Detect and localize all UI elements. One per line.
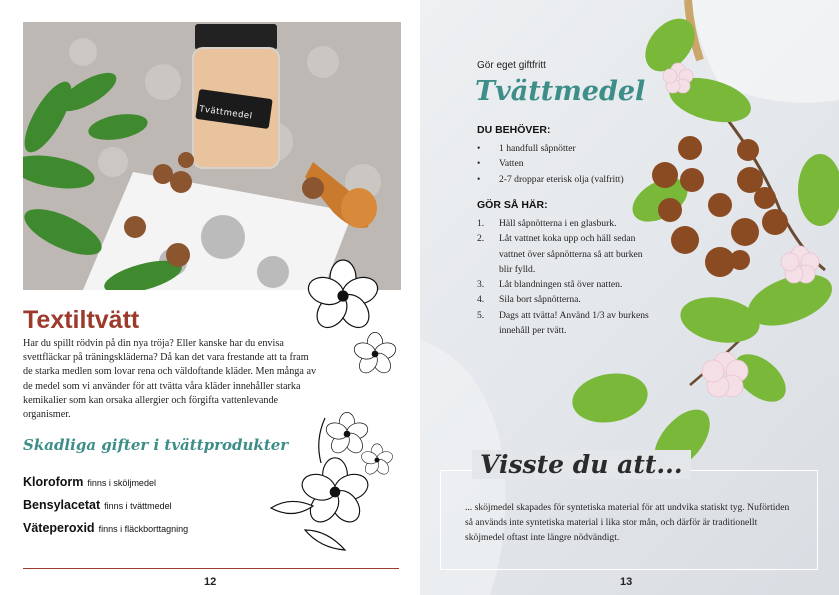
toxin-list	[23, 474, 293, 543]
laundry-jar-photo	[23, 22, 401, 290]
recipe-eyebrow: Gör eget giftfritt	[477, 60, 546, 71]
toxin-item	[23, 520, 293, 543]
list-item: 1. Häll såpnötterna i en glasburk.	[477, 218, 617, 229]
ingredient-text: 2-7 droppar eterisk olja (valfritt)	[499, 173, 624, 185]
bullet-icon: •	[477, 158, 481, 170]
toxin-item	[23, 497, 293, 520]
bullet-icon: •	[477, 143, 481, 154]
toxin-name: Bensylacetat	[23, 498, 101, 512]
toxin-note: finns i tvättmedel	[104, 501, 172, 511]
flower-line-drawings	[265, 258, 405, 558]
step-text: Låt blandningen stå över natten.	[499, 279, 623, 291]
list-item	[477, 141, 667, 156]
ingredients-list	[477, 141, 667, 187]
right-page	[420, 0, 839, 595]
left-page	[0, 0, 419, 595]
step-text: Häll såpnötterna i en glasburk.	[499, 218, 617, 229]
steps-list	[477, 216, 657, 338]
photo-illustration	[23, 22, 401, 290]
steps-heading: GÖR SÅ HÄR:	[477, 199, 548, 211]
page-title: Textiltvätt	[23, 306, 140, 334]
toxin-name: Kloroform	[23, 475, 84, 489]
ingredient-text: 1 handfull såpnötter	[499, 143, 576, 154]
toxin-note: finns i fläckborttagning	[98, 524, 189, 534]
list-item: 5. Dags att tvätta! Använd 1/3 av burkens innehåll per tvätt.	[477, 309, 649, 337]
list-item	[477, 172, 667, 187]
toxin-note: finns i sköljmedel	[87, 478, 156, 488]
list-item: 3. Låt blandningen stå över natten.	[477, 279, 623, 291]
fact-title: Visste du att...	[472, 450, 691, 479]
bullet-icon: •	[477, 173, 481, 185]
toxin-name: Väteperoxid	[23, 521, 95, 535]
step-text: Låt vattnet koka upp och häll sedan vattnet över såpnötterna så att burken blir fylld.	[499, 233, 643, 275]
fact-text: ... sköjmedel skapades för syntetiska material för att undvika statiskt tyg. Nuförtiden så används inte syntetiska material i lika stor mån, och därför är traditionellt sköjmedel oftast inte längre nödvändigt.	[465, 502, 790, 543]
ingredient-text: Vatten	[499, 158, 524, 170]
step-text: Dags att tvätta! Använd 1/3 av burkens innehåll per tvätt.	[499, 309, 649, 337]
toxins-subtitle: Skadliga gifter i tvättprodukter	[23, 436, 289, 454]
list-item: 4. Sila bort såpnötterna.	[477, 294, 581, 306]
jar-label: Tvättmedel	[198, 104, 254, 122]
page-number: 13	[620, 576, 633, 588]
list-item	[477, 156, 667, 171]
recipe-title: Tvättmedel	[475, 76, 646, 107]
ingredients-heading: DU BEHÖVER:	[477, 124, 551, 136]
step-text: Sila bort såpnötterna.	[499, 294, 581, 306]
footer-rule	[23, 568, 399, 569]
intro-paragraph: Har du spillt rödvin på din nya tröja? Eller kanske har du envisa svettfläckar på träningskläderna? Då kan det vara frestande att ta fram de starka medlen som lovar rena och väldoftande kläder. Men många av de medel som vi använder för att tvätta våra kläder innehåller starka kemikalier som kan orsaka allergier och förgifta vattenlevande organismer.	[23, 338, 317, 421]
list-item: 2. Låt vattnet koka upp och häll sedan vattnet över såpnötterna så att burken blir fylld.	[477, 233, 643, 275]
toxin-item	[23, 474, 293, 497]
page-number: 12	[204, 576, 217, 588]
